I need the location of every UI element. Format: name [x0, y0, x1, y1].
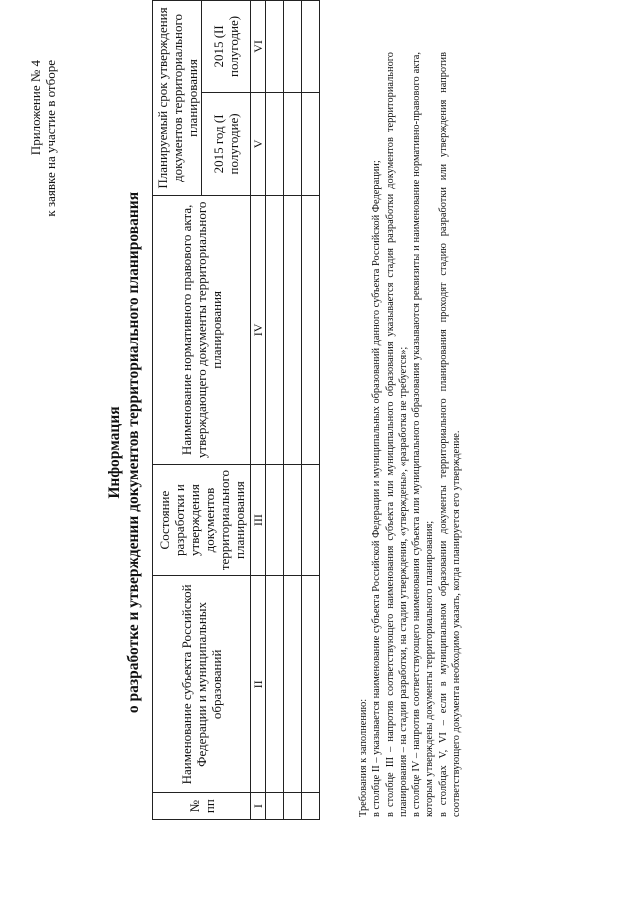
column-number: V — [251, 92, 266, 195]
header-act: Наименование нормативного правового акта, утверждающего документы территориального планирования — [153, 196, 251, 465]
table-cell — [284, 92, 302, 195]
table-cell — [266, 1, 284, 93]
table-row — [284, 1, 302, 820]
table-cell — [266, 793, 284, 820]
table-cell — [284, 464, 302, 576]
column-number: I — [251, 793, 266, 820]
title-line-1: Информация — [106, 406, 123, 499]
table-cell — [302, 464, 320, 576]
table-row — [302, 1, 320, 820]
table-cell — [302, 196, 320, 465]
header-status: Состояние разработки и утверждения документов территориального планирования — [153, 464, 251, 576]
table-cell — [302, 576, 320, 793]
table-cell — [284, 196, 302, 465]
header-planned-date: Планируемый срок утверждения документов территориального планирования — [153, 1, 202, 196]
table-cell — [266, 196, 284, 465]
table-cell — [302, 92, 320, 195]
filling-requirements — [357, 52, 463, 817]
annex-subtitle: к заявке на участие в отборе — [43, 60, 58, 217]
table-cell — [284, 1, 302, 93]
column-number: III — [251, 464, 266, 576]
header-half-2: 2015 (II полугодие) — [202, 1, 251, 93]
column-number-row — [251, 1, 266, 820]
table-cell — [284, 576, 302, 793]
information-table — [152, 0, 320, 820]
document-title — [105, 0, 143, 905]
column-number: IV — [251, 196, 266, 465]
requirement-item: в столбцах V, VI – если в муниципальном образовании документы территориального планирования проходят стадию разработки или утверждения напротив соответствующего документа необходимо указать, когда планируется его утверждение. — [437, 52, 463, 817]
table-cell — [266, 92, 284, 195]
column-number: II — [251, 576, 266, 793]
table-cell — [302, 1, 320, 93]
table-cell — [302, 793, 320, 820]
requirement-item: в столбце IV – напротив соответствующего наименования субъекта или муниципального образования указываются реквизиты и наименование нормативно-правового акта, которым утверждены документы территориального планирования; — [411, 52, 436, 817]
requirements-heading: Требования к заполнению: — [358, 698, 369, 817]
header-number: № пп — [153, 793, 251, 820]
table-cell — [284, 793, 302, 820]
table-row — [266, 1, 284, 820]
header-subject: Наименование субъекта Российской Федерации и муниципальных образований — [153, 576, 251, 793]
table-cell — [266, 576, 284, 793]
title-line-2: о разработке и утверждении документов территориального планирования — [125, 191, 142, 714]
table-header-row — [153, 1, 202, 820]
requirement-item: в столбце III – напротив соответствующего наименования субъекта или муниципального образования указывается стадия разработки документов территориального планирования – на стадии разработки, на стадии утверждения, «утверждены», «разработка не требуется»; — [384, 52, 409, 817]
column-number: VI — [251, 1, 266, 93]
annex-number: Приложение № 4 — [28, 60, 43, 156]
requirement-item: в столбце II – указывается наименование субъекта Российской Федерации и муниципальных образований данного субъекта Российской Федерации; — [371, 160, 383, 817]
header-half-1: 2015 год (I полугодие) — [202, 92, 251, 195]
table-cell — [266, 464, 284, 576]
annex-label — [28, 60, 58, 217]
